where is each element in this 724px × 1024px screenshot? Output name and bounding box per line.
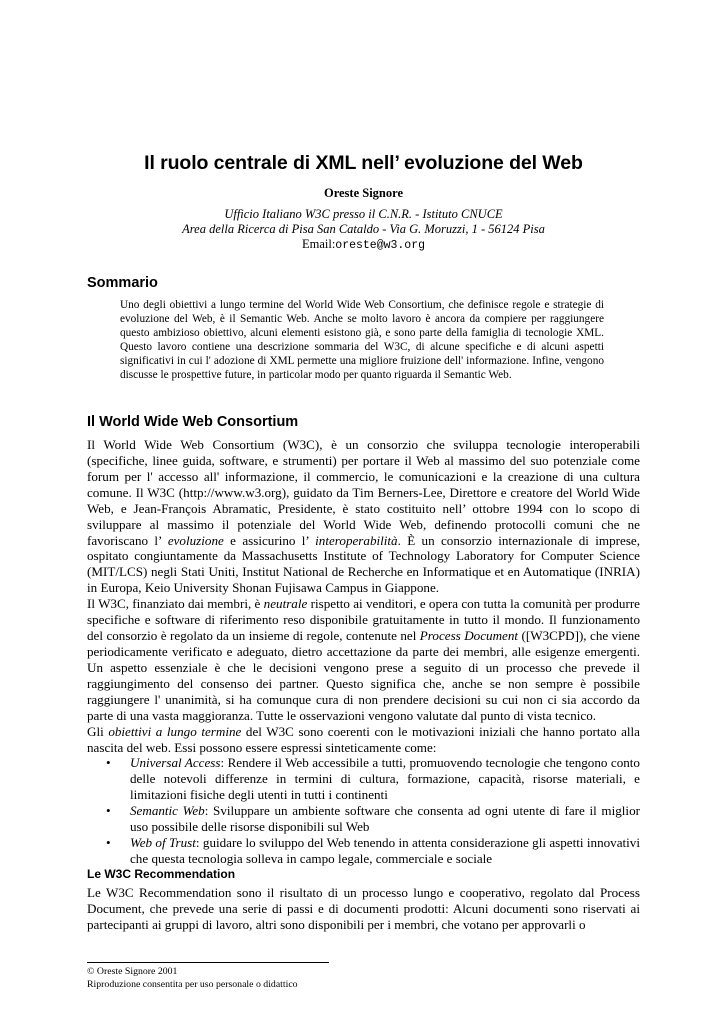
paragraph: Gli obiettivi a lungo termine del W3C sono coerenti con le motivazioni iniziali che hanno portato alla nascita del web. Essi possono essere espressi sinteticamente come: xyxy=(87,723,640,755)
author-name: Oreste Signore xyxy=(323,186,404,200)
objectives-list xyxy=(87,755,640,866)
copyright-notice: © Oreste Signore 2001 xyxy=(87,966,178,977)
paragraph: Le W3C Recommendation sono il risultato di un processo lungo e cooperativo, regolato dal Process Document, che prevede una serie di passi e di documenti prodotti: Alcuni documenti sono riservati ai partecipanti ai gruppi di lavoro, altri sono disponibili per i membri, che votano per approvarli o xyxy=(87,885,640,932)
bullet-icon: • xyxy=(106,803,111,819)
list-item: • Universal Access: Rendere il Web accessibile a tutti, promuovendo tecnologie che tengono conto delle notevoli differenze in termini di cultura, formazione, capacità, risorse materiali, e limitazioni fisiche degli utenti in tutti i continenti xyxy=(106,755,640,803)
bullet-icon: • xyxy=(106,755,111,771)
abstract-text: Uno degli obiettivi a lungo termine del World Wide Web Consortium, che definisce regole e strategie di evoluzione del Web, è il Semantic Web. Anche se molto lavoro è ancora da compiere per raggiungere questo ambizioso obiettivo, alcuni elementi esistono già, e sono parte della famiglia di tecnologie XML. Questo lavoro contiene una descrizione sommaria del W3C, di alcune specifiche e di alcuni aspetti significativi in cui l' adozione di XML permette una migliore fruizione dell' informazione. Infine, vengono discusse le prospettive future, in particolar modo per quanto riguarda il Semantic Web. xyxy=(120,299,604,382)
email-label: Email: xyxy=(301,237,336,251)
affiliation-line-2: Area della Ricerca di Pisa San Cataldo - Via G. Moruzzi, 1 - 56124 Pisa xyxy=(182,222,545,236)
usage-notice: Riproduzione consentita per uso personale o didattico xyxy=(87,979,298,990)
author-email xyxy=(87,237,640,252)
list-item: • Semantic Web: Sviluppare un ambiente software che consenta ad ogni utente di fare il miglior uso possibile delle risorse disponibili sul Web xyxy=(106,803,640,835)
recommendation-heading: Le W3C Recommendation xyxy=(87,867,236,881)
affiliation-line-1: Ufficio Italiano W3C presso il C.N.R. - Istituto CNUCE xyxy=(224,207,503,221)
sommario-heading: Sommario xyxy=(87,275,158,291)
email-address: oreste@w3.org xyxy=(335,239,426,252)
footnote-divider xyxy=(87,962,329,963)
w3c-section-heading: Il World Wide Web Consortium xyxy=(87,414,299,430)
w3c-section-body xyxy=(87,437,640,867)
bullet-icon: • xyxy=(106,835,111,851)
paragraph: Il W3C, finanziato dai membri, è neutrale rispetto ai venditori, e opera con tutta la comunità per produrre specifiche e software di riferimento reso disponibile gratuitamente in tutto il mondo. Il funzionamento del consorzio è regolato da un insieme di regole, contenute nel Process Document ([W3CPD]), che viene periodicamente verificato e adeguato, dietro accettazione da parte dei membri, alle esigenze emergenti. Un aspetto essenziale è che le decisioni vengono prese a seguito di un processo che prevede il raggiungimento del consenso dei partner. Questo significa che, anche se non sempre è possibile raggiungere l' unanimità, si ha comunque cura di non prendere decisioni su cui non ci sia accordo da parte di una vasta maggioranza. Tutte le osservazioni vengono valutate dal punto di vista tecnico. xyxy=(87,596,640,723)
list-item: • Web of Trust: guidare lo sviluppo del Web tenendo in attenta considerazione gli aspetti innovativi che questa tecnologia solleva in campo legale, commerciale e sociale xyxy=(106,835,640,866)
paragraph: Il World Wide Web Consortium (W3C), è un consorzio che sviluppa tecnologie interoperabili (specifiche, linee guida, software, e strumenti) per portare il Web al massimo del suo potenziale come forum per l' accesso all' informazione, il commercio, le comunicazioni e la creazione di una cultura comune. Il W3C (http://www.w3.org), guidato da Tim Berners-Lee, Direttore e creatore del World Wide Web, e Jean-François Abramatic, Presidente, è stato costituito nell’ ottobre 1994 con lo scopo di sviluppare al massimo il potenziale del World Wide Web, definendo protocolli comuni che ne favoriscano l’ evoluzione e assicurino l’ interoperabilità. È un consorzio internazionale di imprese, ospitato congiuntamente da Massachusetts Institute of Technology Laboratory for Computer Science (MIT/LCS) negli Stati Uniti, Institut National de Recherche en Informatique et en Automatique (INRIA) in Europa, Keio University Shonan Fujisawa Campus in Giappone. xyxy=(87,437,640,596)
recommendation-body xyxy=(87,885,640,933)
paper-title: Il ruolo centrale di XML nell’ evoluzione del Web xyxy=(144,152,583,174)
